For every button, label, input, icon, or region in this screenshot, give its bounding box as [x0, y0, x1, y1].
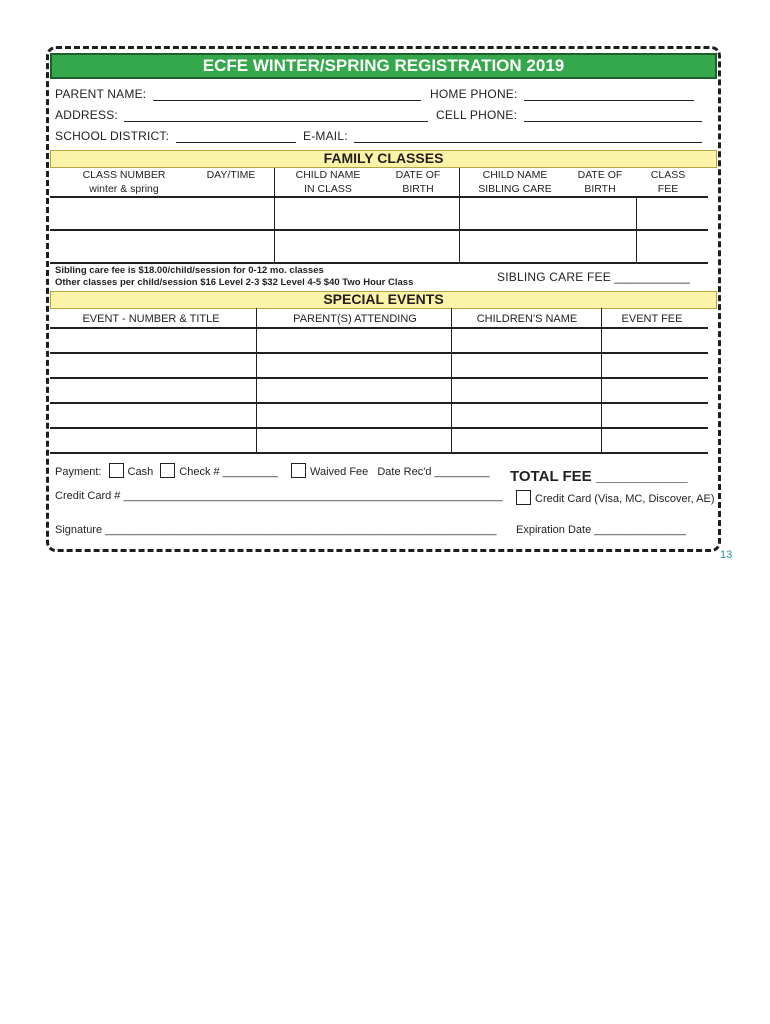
- address-label: ADDRESS:: [55, 108, 118, 122]
- home-phone-field[interactable]: [524, 100, 694, 101]
- school-district-field[interactable]: [176, 142, 296, 143]
- page-number: 13: [720, 549, 733, 561]
- class-row-2-cell[interactable]: [52, 231, 272, 261]
- col-event-title: EVENT - NUMBER & TITLE: [82, 313, 220, 325]
- table-row-line: [50, 352, 708, 354]
- cell-phone-field[interactable]: [524, 121, 702, 122]
- sibling-care-fee[interactable]: SIBLING CARE FEE ___________: [497, 270, 691, 284]
- col-parents-attending: PARENT(S) ATTENDING: [293, 313, 417, 325]
- waived-row: [291, 463, 490, 478]
- check-checkbox[interactable]: [160, 463, 175, 478]
- home-phone-label: HOME PHONE:: [430, 87, 518, 101]
- table-row-line: [50, 452, 708, 454]
- credit-card-checkbox[interactable]: [516, 490, 531, 505]
- family-classes-header: FAMILY CLASSES: [50, 150, 717, 168]
- credit-card-types-label: Credit Card (Visa, MC, Discover, AE): [535, 493, 715, 505]
- waived-checkbox[interactable]: [291, 463, 306, 478]
- table-divider: [451, 308, 452, 452]
- school-district-label: SCHOOL DISTRICT:: [55, 129, 170, 143]
- payment-label: Payment:: [55, 466, 102, 478]
- payment-row: [55, 463, 278, 478]
- table-divider: [274, 168, 275, 262]
- signature-field[interactable]: Signature ________________________________________________________________: [55, 524, 497, 536]
- col-sibling-name: CHILD NAME SIBLING CARE: [478, 169, 552, 195]
- check-number-field[interactable]: Check # _________: [179, 466, 278, 478]
- table-row-line: [50, 377, 708, 379]
- col-sibling-dob: DATE OF BIRTH: [577, 169, 623, 195]
- credit-card-type-row: [516, 490, 715, 505]
- sibling-fee-note: Sibling care fee is $18.00/child/session for 0-12 mo. classes: [55, 265, 324, 276]
- table-row-line: [50, 402, 708, 404]
- col-class-number: CLASS NUMBER winter & spring: [82, 169, 166, 195]
- table-divider: [256, 308, 257, 452]
- parent-name-label: PARENT NAME:: [55, 87, 147, 101]
- parent-name-field[interactable]: [153, 100, 421, 101]
- class-row-1-cell[interactable]: [52, 198, 272, 228]
- email-field[interactable]: [354, 142, 702, 143]
- waived-fee-label: Waived Fee: [310, 466, 369, 478]
- table-row-line: [50, 327, 708, 329]
- table-row-line: [50, 427, 708, 429]
- col-child-name: CHILD NAME IN CLASS: [295, 169, 361, 195]
- cell-phone-label: CELL PHONE:: [436, 108, 518, 122]
- col-event-fee: EVENT FEE: [621, 313, 683, 325]
- col-date-of-birth: DATE OF BIRTH: [395, 169, 441, 195]
- credit-card-number-field[interactable]: Credit Card # ______________________________________________________________: [55, 490, 503, 502]
- address-field[interactable]: [124, 121, 428, 122]
- col-childrens-name: CHILDREN'S NAME: [476, 313, 578, 325]
- total-fee[interactable]: TOTAL FEE ___________: [510, 468, 688, 485]
- form-title: ECFE WINTER/SPRING REGISTRATION 2019: [50, 53, 717, 79]
- expiration-date-field[interactable]: Expiration Date _______________: [516, 524, 687, 536]
- email-label: E-MAIL:: [303, 129, 348, 143]
- special-events-header: SPECIAL EVENTS: [50, 291, 717, 309]
- cash-label: Cash: [127, 466, 154, 478]
- table-divider: [459, 168, 460, 262]
- table-row-line: [50, 262, 708, 264]
- table-divider: [601, 308, 602, 452]
- date-received-field[interactable]: Date Rec'd _________: [377, 466, 490, 478]
- cash-checkbox[interactable]: [109, 463, 124, 478]
- col-day-time: DAY/TIME: [206, 169, 256, 181]
- col-class-fee: CLASS FEE: [650, 169, 686, 195]
- class-fee-note: Other classes per child/session $16 Level 2-3 $32 Level 4-5 $40 Two Hour Class: [55, 277, 414, 288]
